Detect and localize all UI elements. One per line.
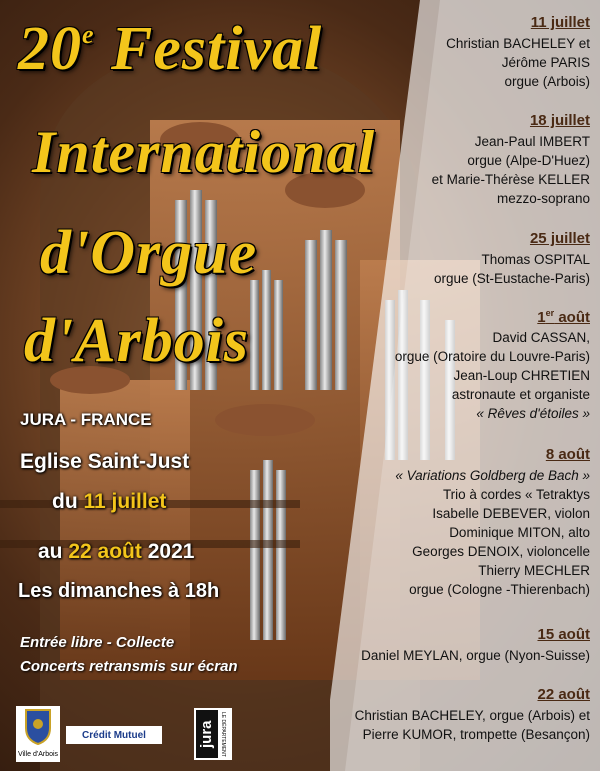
concert-line: « Variations Goldberg de Bach »: [395, 468, 590, 483]
entree-label: Entrée libre - Collecte: [20, 634, 175, 651]
concert-date: 25 juillet: [529, 230, 590, 247]
concert-line: Christian BACHELEY et: [446, 36, 590, 51]
concert-date: 18 juillet: [529, 112, 590, 129]
arbois-logo-text: Ville d'Arbois: [17, 751, 59, 758]
concert-date: 15 août: [537, 626, 590, 643]
concert-line: orgue (Arbois): [504, 74, 590, 89]
concert-date: 8 août: [545, 446, 590, 463]
sundays-label: Les dimanches à 18h: [18, 580, 220, 602]
concert-line: Daniel MEYLAN, orgue (Nyon-Suisse): [361, 648, 590, 663]
church-label: Eglise Saint-Just: [20, 450, 190, 473]
credit-mutuel-logo: Crédit Mutuel: [66, 726, 162, 744]
concert-line: Dominique MITON, alto: [449, 525, 590, 540]
concert-line: astronaute et organiste: [451, 387, 590, 402]
festival-title-line1: 20e Festival: [18, 15, 323, 83]
concert-line: Thierry MECHLER: [478, 563, 590, 578]
concert-line: Thomas OSPITAL: [481, 252, 590, 267]
concert-line: David CASSAN,: [492, 330, 590, 345]
concert-line: orgue (St-Eustache-Paris): [433, 271, 590, 286]
concert-line: Trio à cordes « Tetraktys: [442, 487, 590, 502]
concert-line: mezzo-soprano: [496, 191, 590, 206]
concert-line: Jean-Paul IMBERT: [474, 134, 590, 149]
festival-title-line4: d'Arbois: [24, 307, 250, 375]
concert-line: orgue (Cologne -Thierenbach): [409, 582, 590, 597]
jura-logo-sub: LE DÉPARTEMENT: [220, 712, 226, 757]
concert-line: Jean-Loup CHRETIEN: [453, 368, 590, 383]
concert-line: Pierre KUMOR, trompette (Besançon): [362, 727, 590, 742]
concert-date: 22 août: [537, 686, 590, 703]
date-to: au 22 août 2021: [38, 540, 195, 563]
jura-logo-text: jura: [196, 710, 218, 758]
concert-line: et Marie-Thérèse KELLER: [431, 172, 590, 187]
screen-label: Concerts retransmis sur écran: [20, 658, 238, 675]
concert-line: Isabelle DEBEVER, violon: [432, 506, 590, 521]
arbois-logo: [16, 706, 60, 762]
concert-line: Georges DENOIX, violoncelle: [412, 544, 590, 559]
concert-line: Christian BACHELEY, orgue (Arbois) et: [354, 708, 590, 723]
region-label: JURA - FRANCE: [20, 410, 152, 429]
concert-line: orgue (Alpe-D'Huez): [467, 153, 590, 168]
concert-line: orgue (Oratoire du Louvre-Paris): [394, 349, 590, 364]
festival-title-line3: d'Orgue: [40, 219, 258, 287]
festival-title-line2: International: [32, 119, 376, 185]
concert-line: Jérôme PARIS: [501, 55, 590, 70]
jura-logo: [194, 708, 232, 760]
arbois-crest-icon: [16, 706, 60, 746]
date-from: du 11 juillet: [52, 490, 167, 513]
concert-date: 1er août: [537, 308, 590, 326]
concert-line: « Rêves d'étoiles »: [476, 406, 590, 421]
concert-date: 11 juillet: [530, 14, 590, 31]
